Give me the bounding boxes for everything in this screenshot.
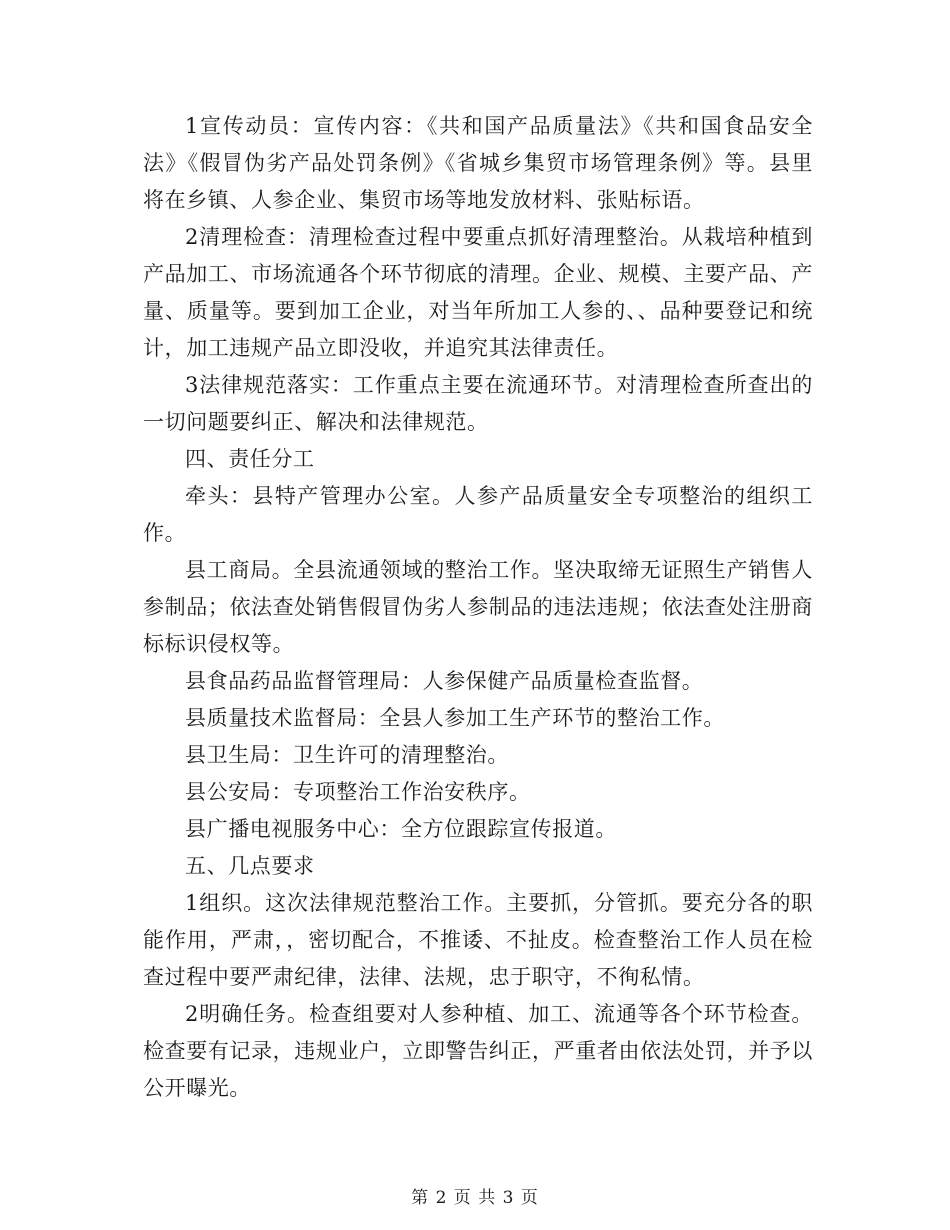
- section-heading-requirements: 五、几点要求: [185, 854, 315, 878]
- paragraph-public-security: 县公安局：专项整治工作治安秩序。: [185, 780, 531, 804]
- paragraph-inspection: 2清理检查：清理检查过程中要重点抓好清理整治。从栽培种植到产品加工、市场流通各个环节彻底的清理。企业、规模、主要产品、产量、质量等。要到加工企业，对当年所加工人参的、、品种要登记和统计，加工违规产品立即没收，并追究其法律责任。: [143, 225, 813, 360]
- paragraph-publicity: 1宣传动员：宣传内容：《共和国产品质量法》《共和国食品安全法》《假冒伪劣产品处罚条例》《省城乡集贸市场管理条例》等。县里将在乡镇、人参企业、集贸市场等地发放材料、张贴标语。: [143, 114, 813, 212]
- paragraph-industry-commerce: 县工商局。全县流通领域的整治工作。坚决取缔无证照生产销售人参制品；依法查处销售假冒伪劣人参制品的违法违规；依法查处注册商标标识侵权等。: [143, 558, 813, 656]
- paragraph-health-bureau: 县卫生局：卫生许可的清理整治。: [185, 743, 509, 767]
- paragraph-lead-office: 牵头：县特产管理办公室。人参产品质量安全专项整治的组织工作。: [143, 484, 813, 545]
- paragraph-organization: 1组织。这次法律规范整治工作。主要抓，分管抓。要充分各的职能作用，严肃，，密切配合，不推诿、不扯皮。检查整治工作人员在检查过程中要严肃纪律，法律、法规，忠于职守，不徇私情。: [143, 891, 813, 989]
- page-number-footer: 第 2 页 共 3 页: [411, 1188, 539, 1208]
- paragraph-tasks: 2明确任务。检查组要对人参种植、加工、流通等各个环节检查。检查要有记录，违规业户，立即警告纠正，严重者由依法处罚，并予以公开曝光。: [143, 1002, 813, 1100]
- paragraph-food-drug: 县食品药品监督管理局：人参保健产品质量检查监督。: [185, 669, 704, 693]
- paragraph-broadcast-center: 县广播电视服务中心：全方位跟踪宣传报道。: [185, 817, 617, 841]
- paragraph-quality-supervision: 县质量技术监督局：全县人参加工生产环节的整治工作。: [185, 706, 725, 730]
- document-body: [143, 108, 813, 1107]
- section-heading-responsibility: 四、责任分工: [185, 447, 315, 471]
- paragraph-legal-implementation: 3法律规范落实：工作重点主要在流通环节。对清理检查所查出的一切问题要纠正、解决和法律规范。: [143, 373, 813, 434]
